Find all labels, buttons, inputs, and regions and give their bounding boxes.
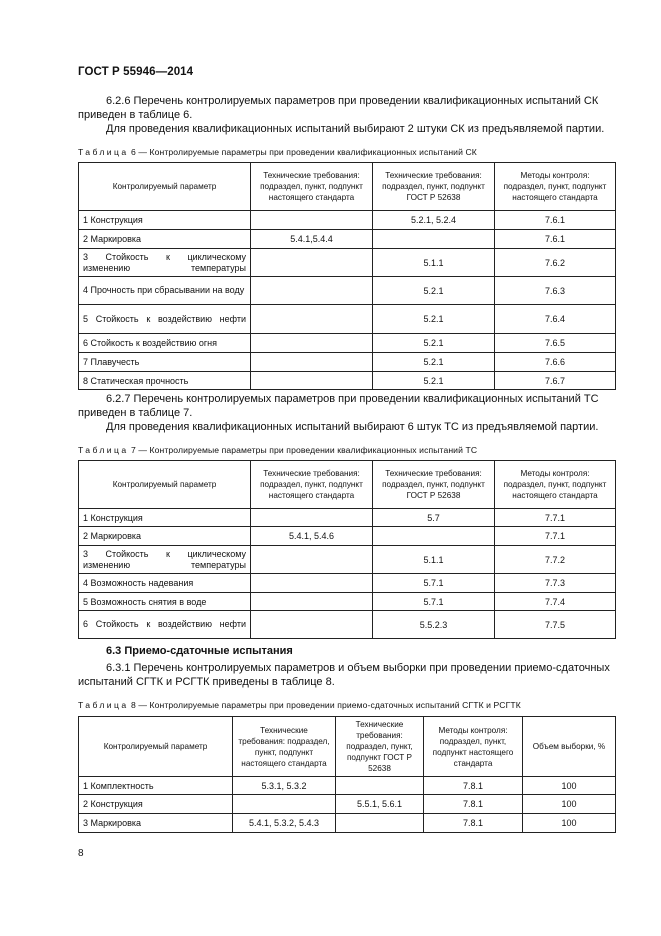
table-cell <box>373 230 495 249</box>
paragraph-line: Для проведения квалификационных испытаний выбирают 2 штуки СК из предъявляемой партии. <box>106 123 605 135</box>
table-cell: 5.2.1, 5.2.4 <box>373 211 495 230</box>
table-6 <box>78 162 616 390</box>
table-cell: 100 <box>523 814 616 833</box>
table-cell: 5 Возможность снятия в воде <box>79 593 251 611</box>
paragraph-line: 6.3.1 Перечень контролируемых параметров и объем выборки при проведении приемо-сдаточных <box>106 662 610 674</box>
table-cell: 5.3.1, 5.3.2 <box>233 777 336 795</box>
paragraph-line: приведен в таблице 6. <box>78 109 193 121</box>
table-cell: 2 Маркировка <box>79 230 251 249</box>
table-6-caption <box>78 147 477 157</box>
table-cell: 5.5.2.3 <box>373 611 495 639</box>
table-cell: 4 Прочность при сбрасывании на воду <box>79 277 251 305</box>
table-row <box>79 574 616 593</box>
table-cell: 7.7.4 <box>495 593 616 611</box>
table-7-caption <box>78 445 477 455</box>
column-header: Контролируемый параметр <box>79 163 251 211</box>
table-row <box>79 593 616 611</box>
caption-text: 8 — Контролируемые параметры при проведении приемо-сдаточных испытаний СГТК и РСГТК <box>131 700 521 710</box>
table-row <box>79 611 616 639</box>
caption-word: Таблица <box>78 147 129 157</box>
table-cell: 5.2.1 <box>373 372 495 390</box>
table-cell: 1 Конструкция <box>79 509 251 527</box>
caption-text: 7 — Контролируемые параметры при проведении квалификационных испытаний ТС <box>131 445 478 455</box>
paragraph-line: приведен в таблице 7. <box>78 407 193 419</box>
column-header: Объем выборки, % <box>523 717 616 777</box>
table-cell: 3 Стойкость к циклическому изменению температуры <box>79 546 251 574</box>
table-cell <box>251 277 373 305</box>
table-cell: 5.2.1 <box>373 353 495 372</box>
caption-text: 6 — Контролируемые параметры при проведении квалификационных испытаний СК <box>131 147 477 157</box>
column-header: Методы контроля: подраздел, пункт, подпункт настоящего стандарта <box>495 163 616 211</box>
table-cell <box>251 593 373 611</box>
table-row <box>79 353 616 372</box>
caption-word: Таблица <box>78 445 129 455</box>
table-header-row <box>79 163 616 211</box>
column-header: Технические требования: подраздел, пункт, подпункт ГОСТ Р 52638 <box>373 163 495 211</box>
paragraph-6-2-6 <box>78 94 614 136</box>
column-header: Технические требования: подраздел, пункт, подпункт настоящего стандарта <box>233 717 336 777</box>
table-cell <box>336 777 424 795</box>
table-cell: 7.6.1 <box>495 230 616 249</box>
table-cell: 4 Возможность надевания <box>79 574 251 593</box>
table-cell: 5.4.1, 5.3.2, 5.4.3 <box>233 814 336 833</box>
table-cell: 1 Комплектность <box>79 777 233 795</box>
table-cell <box>251 509 373 527</box>
table-cell: 7.6.7 <box>495 372 616 390</box>
table-cell: 7.7.5 <box>495 611 616 639</box>
table-cell: 7.6.2 <box>495 249 616 277</box>
table-cell: 100 <box>523 795 616 814</box>
table-8-caption <box>78 700 521 710</box>
table-cell: 7.8.1 <box>424 814 523 833</box>
table-cell: 6 Стойкость к воздействию нефти <box>79 611 251 639</box>
table-cell: 2 Маркировка <box>79 527 251 546</box>
table-cell: 100 <box>523 777 616 795</box>
column-header: Контролируемый параметр <box>79 461 251 509</box>
table-cell: 7.7.3 <box>495 574 616 593</box>
table-cell: 7.6.4 <box>495 305 616 334</box>
table-header-row <box>79 461 616 509</box>
table-cell: 5.2.1 <box>373 305 495 334</box>
table-cell: 7.8.1 <box>424 795 523 814</box>
table-row <box>79 277 616 305</box>
table-row <box>79 305 616 334</box>
table-cell <box>233 795 336 814</box>
table-cell <box>373 527 495 546</box>
column-header: Методы контроля: подраздел, пункт, подпункт настоящего стандарта <box>424 717 523 777</box>
table-row <box>79 334 616 353</box>
paragraph-6-3-1 <box>78 661 614 689</box>
document-code: ГОСТ Р 55946—2014 <box>78 66 194 78</box>
table-cell: 7.7.2 <box>495 546 616 574</box>
table-cell: 3 Маркировка <box>79 814 233 833</box>
table-7 <box>78 460 616 639</box>
table-cell: 7.6.6 <box>495 353 616 372</box>
table-cell <box>336 814 424 833</box>
column-header: Технические требования: подраздел, пункт, подпункт настоящего стандарта <box>251 461 373 509</box>
table-row <box>79 777 616 795</box>
table-cell <box>251 249 373 277</box>
table-cell: 5.4.1, 5.4.6 <box>251 527 373 546</box>
table-header-row <box>79 717 616 777</box>
table-row <box>79 814 616 833</box>
table-cell: 7.7.1 <box>495 527 616 546</box>
paragraph-6-2-7 <box>78 392 614 434</box>
column-header: Контролируемый параметр <box>79 717 233 777</box>
column-header: Технические требования: подраздел, пункт, подпункт ГОСТ Р 52638 <box>373 461 495 509</box>
table-cell: 7.6.5 <box>495 334 616 353</box>
table-row <box>79 795 616 814</box>
table-row <box>79 509 616 527</box>
table-cell: 7.7.1 <box>495 509 616 527</box>
table-cell: 5.1.1 <box>373 249 495 277</box>
table-cell <box>251 546 373 574</box>
table-cell: 7 Плавучесть <box>79 353 251 372</box>
table-cell: 2 Конструкция <box>79 795 233 814</box>
paragraph-line: испытаний СГТК и РСГТК приведены в таблице 8. <box>78 676 335 688</box>
column-header: Технические требования: подраздел, пункт, подпункт настоящего стандарта <box>251 163 373 211</box>
table-cell: 1 Конструкция <box>79 211 251 230</box>
table-cell: 5.7.1 <box>373 593 495 611</box>
table-cell <box>251 353 373 372</box>
table-cell: 5.4.1,5.4.4 <box>251 230 373 249</box>
caption-word: Таблица <box>78 700 129 710</box>
table-cell <box>251 372 373 390</box>
table-cell: 5.2.1 <box>373 334 495 353</box>
table-cell: 7.6.1 <box>495 211 616 230</box>
table-8 <box>78 716 616 833</box>
page-number: 8 <box>78 848 84 859</box>
table-cell: 5.2.1 <box>373 277 495 305</box>
table-cell: 6 Стойкость к воздействию огня <box>79 334 251 353</box>
table-cell: 3 Стойкость к циклическому изменению температуры <box>79 249 251 277</box>
table-cell <box>251 334 373 353</box>
table-row <box>79 249 616 277</box>
column-header: Методы контроля: подраздел, пункт, подпункт настоящего стандарта <box>495 461 616 509</box>
table-cell <box>251 611 373 639</box>
paragraph-line: Для проведения квалификационных испытаний выбирают 6 штук ТС из предъявляемой партии. <box>106 421 599 433</box>
table-cell: 8 Статическая прочность <box>79 372 251 390</box>
table-row <box>79 230 616 249</box>
table-row <box>79 527 616 546</box>
paragraph-line: 6.2.7 Перечень контролируемых параметров при проведении квалификационных испытаний ТС <box>106 393 599 405</box>
table-cell: 5.1.1 <box>373 546 495 574</box>
section-title: 6.3 Приемо-сдаточные испытания <box>106 645 293 657</box>
table-cell: 5.7 <box>373 509 495 527</box>
table-row <box>79 372 616 390</box>
column-header: Технические требования: подраздел, пункт, подпункт ГОСТ Р 52638 <box>336 717 424 777</box>
table-cell: 7.6.3 <box>495 277 616 305</box>
table-cell <box>251 211 373 230</box>
paragraph-line: 6.2.6 Перечень контролируемых параметров при проведении квалификационных испытаний СК <box>106 95 599 107</box>
table-cell: 5.7.1 <box>373 574 495 593</box>
table-cell <box>251 305 373 334</box>
table-row <box>79 211 616 230</box>
table-cell: 7.8.1 <box>424 777 523 795</box>
table-row <box>79 546 616 574</box>
table-cell: 5.5.1, 5.6.1 <box>336 795 424 814</box>
table-cell: 5 Стойкость к воздействию нефти <box>79 305 251 334</box>
table-cell <box>251 574 373 593</box>
